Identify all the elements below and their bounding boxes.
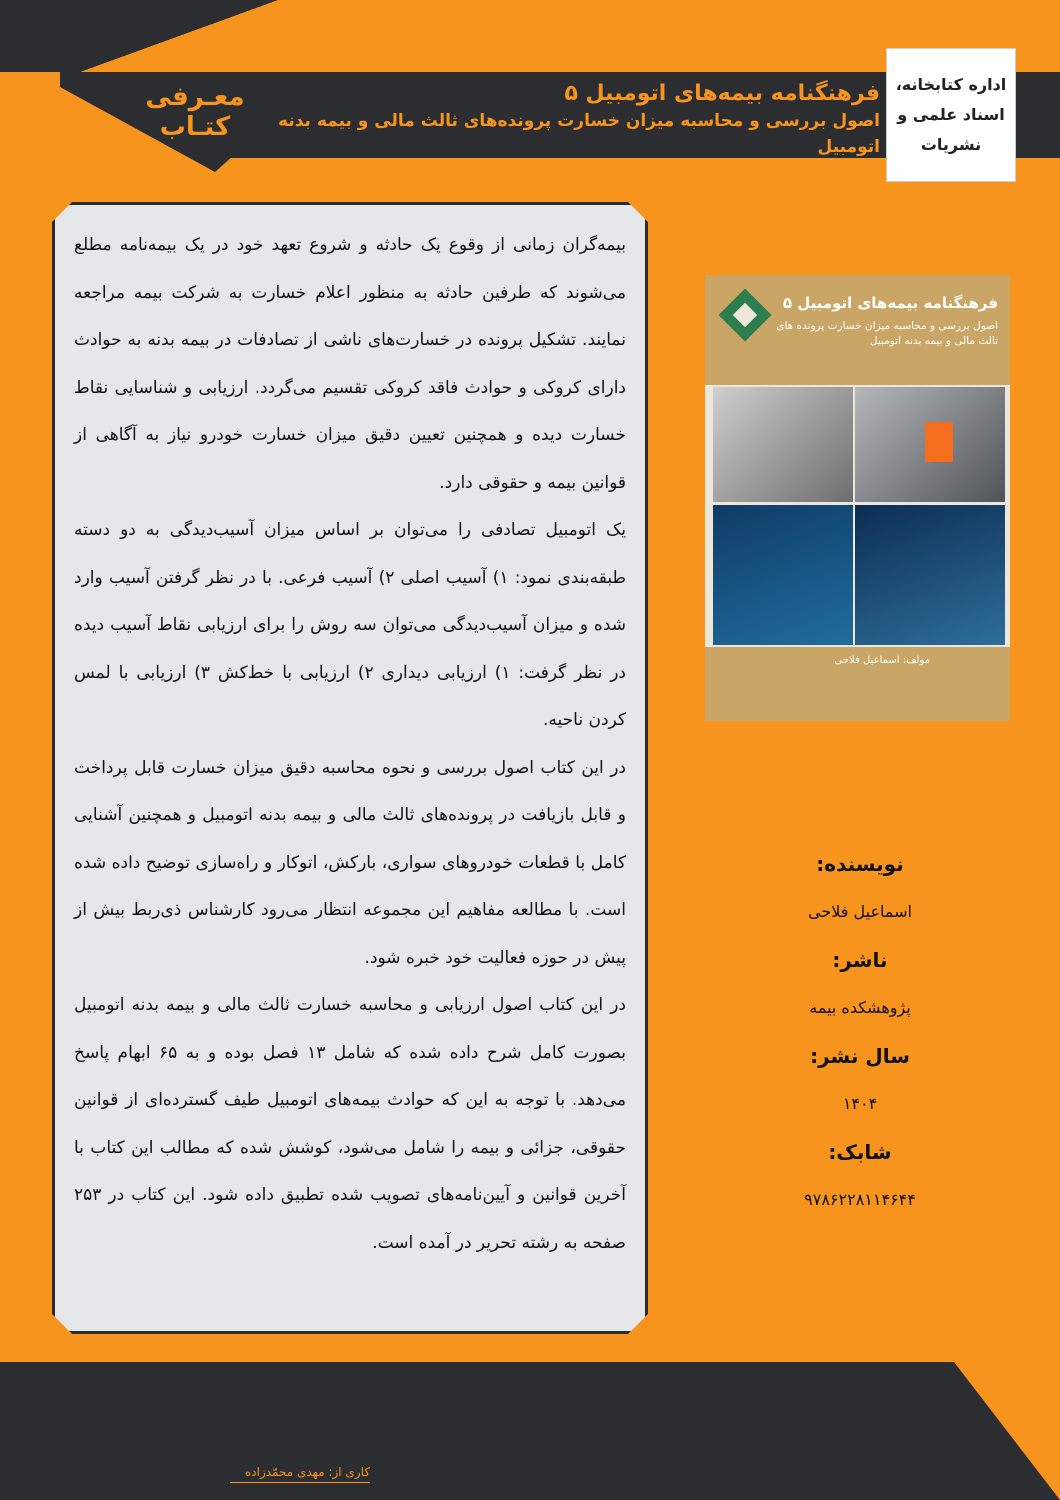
book-cover [705,275,1010,721]
year-value: ۱۴۰۴ [842,1094,878,1113]
text-panel-content [74,222,626,1267]
isbn-label: شابک: [828,1140,892,1164]
footer-underline [230,1482,370,1483]
paragraph: بیمه‌گران زمانی از وقوع یک حادثه و شروع تعهد خود در یک بیمه‌نامه مطلع می‌شوند که طرفین حادثه به منظور اعلام خسارت به شرکت بیمه مراجعه نمایند. تشکیل پرونده در خسارت‌های ناشی از تصادفات در بیمه بدنه به حوادث دارای کروکی و حوادث فاقد کروکی تقسیم می‌گردد. ارزیابی و شناسایی نقاط خسارت دیده و همچنین تعیین دقیق میزان خسارت خودرو نیاز به آگاهی از قوانین بیمه و حقوقی دارد. [74,235,626,493]
office-name: اداره کتابخانه، اسناد علمی و نشریات [895,75,1007,154]
isbn-value: ۹۷۸۶۲۲۸۱۱۴۶۴۴ [804,1190,916,1209]
office-box [886,48,1016,182]
cover-author: مولف: اسماعیل فلاحی [834,655,930,666]
book-title: فرهنگنامه بیمه‌های اتومبیل ۵ [564,81,880,106]
publisher-label: ناشر: [832,948,888,972]
top-left-decor [0,0,420,72]
paragraph: در این کتاب اصول بررسی و نحوه محاسبه دقیق میزان خسارت قابل پرداخت و قابل بازیافت در پرونده‌های ثالث مالی و بیمه بدنه اتومبیل و همچنین آشنایی کامل با قطعات خودروهای سواری، بارکش، اتوکار و راه‌سازی توضیح داده شده است. با مطالعه مفاهیم این مجموعه انتظار می‌رود کارشناس ذی‌ربط بیش از پیش در حوزه فعالیت خود خبره شود. [74,757,626,968]
book-info [760,840,960,1224]
year-label: سال نشر: [810,1044,910,1068]
paragraph: در این کتاب اصول ارزیابی و محاسبه خسارت ثالث مالی و بیمه بدنه اتومبیل بصورت کامل شرح داده شده که شامل ۱۳ فصل بوده و به ۶۵ ابهام پاسخ می‌دهد. با توجه به این که حوادث بیمه‌های اتومبیل طیف گسترده‌ای از قوانین حقوقی، جزائی و بیمه را شامل می‌شود، کوشش شده که مطالب این کتاب با آخرین قوانین و آیین‌نامه‌های تصویب شده تطبیق داده شود. این کتاب در ۲۵۳ صفحه به رشته تحریر در آمده است. [74,995,627,1253]
cover-subtitle: اصول بررسی و محاسبه میزان خسارت پرونده های ثالث مالی و بیمه بدنه اتومبیل [776,320,998,347]
author-value: اسماعیل فلاحی [808,902,912,921]
paragraph: یک اتومبیل تصادفی را می‌توان بر اساس میزان آسیب‌دیدگی به دو دسته طبقه‌بندی نمود: ۱) آسیب اصلی ۲) آسیب فرعی. با در نظر گرفتن آسیب وارد شده و میزان آسیب‌دیدگی می‌توان سه روش را برای ارزیابی نقاط آسیب دیده در نظر گرفت: ۱) ارزیابی دیداری ۲) ارزیابی با خط‌کش ۳) ارزیابی با لمس کردن ناحیه. [74,520,626,730]
book-subtitle: اصول بررسی و محاسبه میزان خسارت پرونده‌های ثالث مالی و بیمه بدنه اتومبیل [278,111,880,157]
footer-credit: کاری از: مهدی محمّدزاده [245,1465,370,1479]
cover-photo-digital-assessment [713,505,853,645]
author-label: نویسنده: [816,852,904,876]
cover-photo-inspector [855,387,1005,502]
footer-band [0,1362,1060,1500]
publisher-value: پژوهشکده بیمه [809,998,911,1017]
cover-title: فرهنگنامه بیمه‌های اتومبیل ۵ [782,294,998,312]
cover-photo-vintage-car [713,387,853,502]
ribbon-title: معـرفی کتـاب [145,82,245,142]
header-titles [260,80,880,160]
cover-photo-phone-scan [855,505,1005,645]
